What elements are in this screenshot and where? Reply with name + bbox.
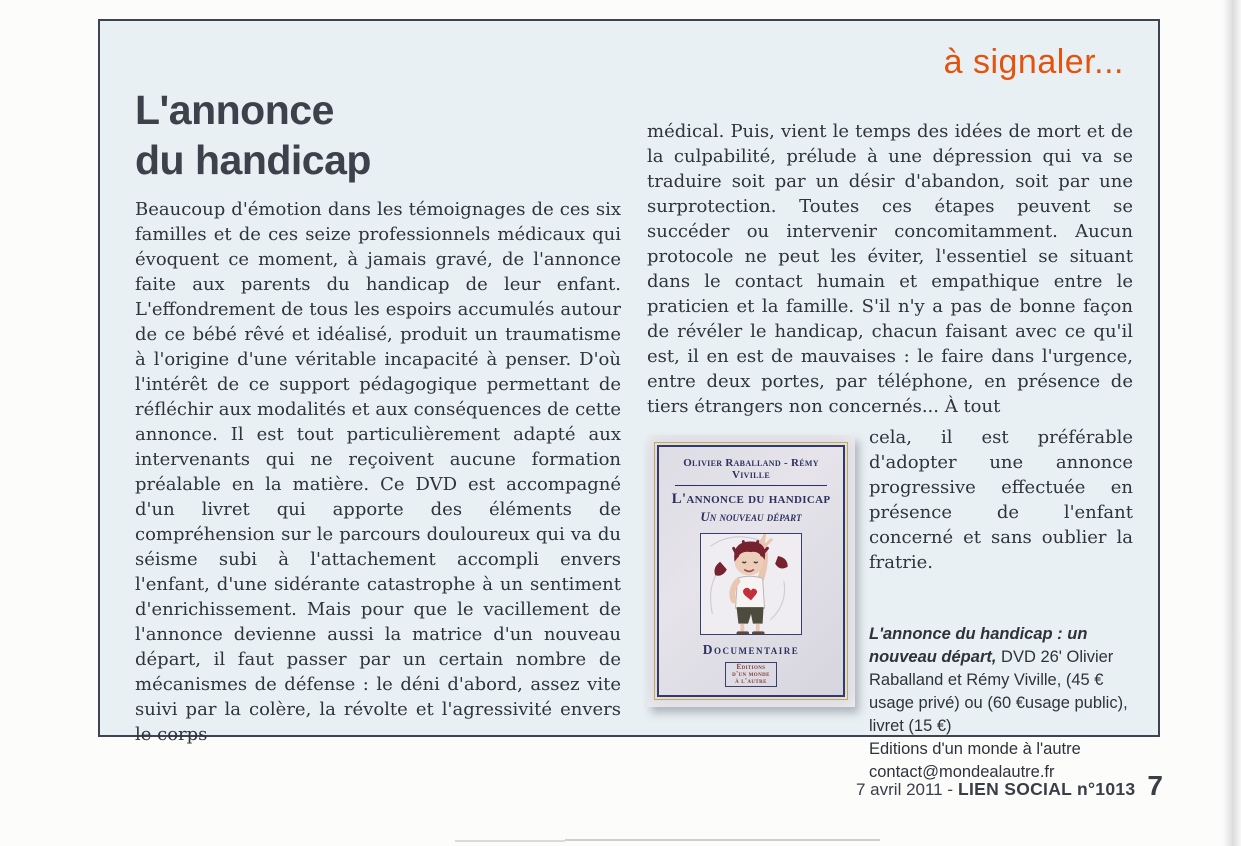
girl-illustration-icon — [702, 533, 800, 635]
dvd-cover — [647, 435, 855, 707]
footer-date: 7 avril 2011 - — [856, 780, 954, 799]
dvd-cover-frame — [657, 445, 845, 697]
section-header: à signaler... — [943, 43, 1124, 81]
dvd-caption — [869, 623, 1133, 784]
article-title-line2: du handicap — [135, 137, 371, 183]
dvd-cover-subtitle: Un nouveau départ — [700, 508, 802, 524]
caption-title: L'annonce du handicap : un nouveau départ, — [869, 625, 1088, 666]
article-wrap-text: cela, il est préférable d'adopter une annonce progressive effectuée en présence de l'enfant concerné et sans oublier la fratrie. — [869, 427, 1133, 573]
caption-publisher: Editions d'un monde à l'autre — [869, 740, 1081, 758]
page-footer — [856, 770, 1163, 802]
dvd-cover-genre: Documentaire — [702, 642, 800, 657]
article-column-right — [647, 119, 1133, 784]
scan-edge-shadow — [1223, 0, 1241, 846]
dvd-cover-title: L'annonce du handicap — [671, 490, 831, 507]
publisher-line3: à l'autre — [735, 677, 767, 685]
article-title — [135, 85, 371, 185]
caption-contact-email: contact@mondealautre.fr — [869, 763, 1055, 781]
right-subcolumn — [855, 425, 1133, 784]
article-panel — [98, 19, 1160, 781]
scan-artifact-line — [565, 839, 880, 841]
article-title-line1: L'annonce — [135, 87, 334, 133]
article-column-left: Beaucoup d'émotion dans les témoignages de ces six familles et de ces seize professionnels médicaux qui évoquent ce moment, à jamais gravé, de l'annonce faite aux parents du handicap de leur enfant. L'effondrement de tous les espoirs accumulés autour de ce bébé rêvé et idéalisé, produit un traumatisme à l'origine d'une véritable incapacité à penser. D'où l'intérêt de ce support pédagogique permettant de réfléchir aux modalités et aux conséquences de cette annonce. Il est tout particulièrement adapté aux intervenants qui ne reçoivent aucune formation préalable en la matière. Ce DVD est accompagné d'un livret qui apporte des éléments de compréhension sur le parcours douloureux qui va du séisme subi à l'attachement accompli envers l'enfant, d'une sidérante catastrophe à un sentiment d'enrichissement. Mais pour que le vacillement de l'annonce devienne aussi la matrice d'un nouveau départ, il faut passer par un certain nombre de mécanismes de défense : le déni d'abord, assez vite suivi par la colère, la révolte et l'agressivité envers le corps — [135, 199, 621, 745]
footer-journal-name: LIEN SOCIAL n°1013 — [958, 779, 1136, 799]
dvd-cover-authors: Olivier Raballand - Rémy Viville — [683, 457, 819, 481]
publisher-line1: Éditions — [736, 663, 766, 671]
footer-page-number: 7 — [1147, 770, 1163, 801]
dvd-cover-illustration — [700, 533, 802, 635]
article-column-right-text: médical. Puis, vient le temps des idées de mort et de la culpabilité, prélude à une dépression qui va se traduire soit par un désir d'abandon, soit par une surprotection. Toutes ces étapes peuvent se succéder ou intervenir concomitamment. Aucun protocole ne peut les éviter, l'essentiel se situant dans le contact humain et empathique entre le praticien et la famille. S'il n'y a pas de bonne façon de révéler le handicap, chacun faisant avec ce qu'il est, il en est de mauvaises : le faire dans l'urgence, entre deux portes, par téléphone, en présence de tiers étrangers non concernés... À tout — [647, 121, 1133, 417]
dvd-cover-publisher-logo — [725, 662, 777, 687]
caption-details: DVD 26' Olivier Raballand et Rémy Viville, (45 € usage privé) ou (60 €usage public), livret (15 €) — [869, 648, 1128, 735]
media-row — [647, 425, 1133, 784]
dvd-cover-rule — [675, 485, 826, 486]
scan-artifact-line — [455, 840, 565, 842]
publisher-line2: d'un monde — [732, 670, 770, 678]
